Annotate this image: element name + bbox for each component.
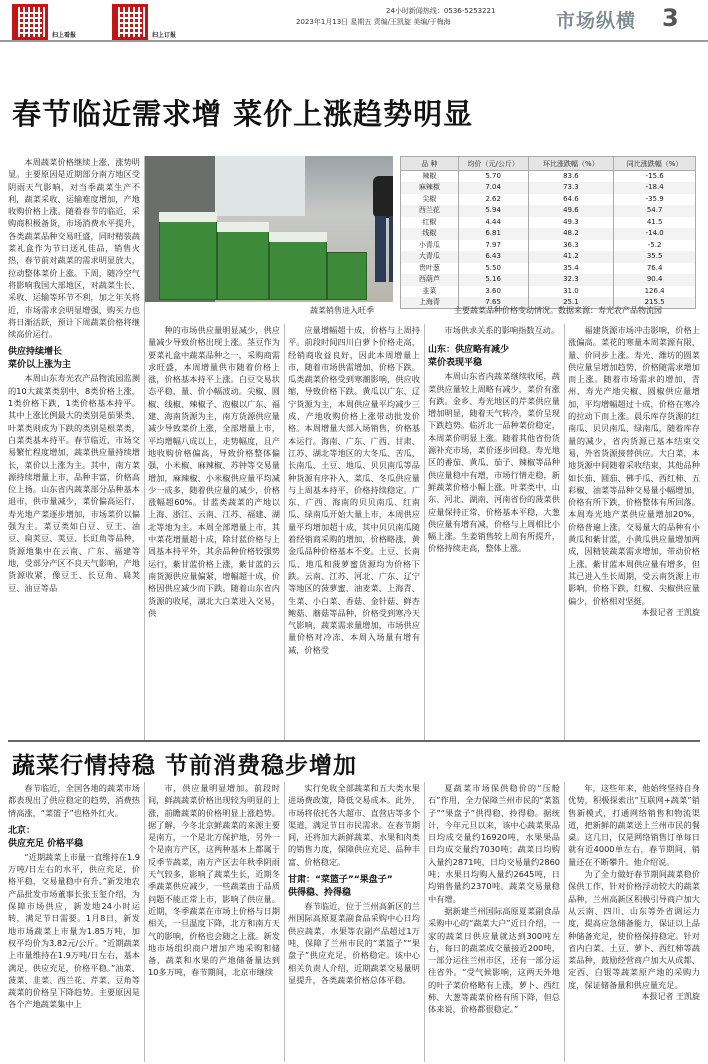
article1-subheading-shandong-2: 菜价表现平稳: [428, 358, 483, 369]
cell-mom: 35.4: [528, 263, 614, 275]
column-rule: [144, 782, 145, 1062]
cell-price: 7.97: [458, 240, 528, 252]
table-row: [401, 263, 696, 275]
cell-yoy: -18.4: [614, 182, 696, 194]
article2-body-1: “近期蔬菜上市量一直维持在1.9万吨/日左右的水平，供应充足，价格平稳，交易量稳中有升。”新发地农产品批发市场董事长张玉玺介绍，为保障市场供应，新发地24小时运转，满足节日需要。1月8日，新发地市场蔬菜上市量为1.85万吨，加权平均价为3.82元/公斤。“近期蔬菜上市量维持在1.9万吨/日左右，基本满足，供应充足，价格平稳。”油菜、菠菜、韭菜、西兰花、芹菜、豆角等蔬菜的价格呈下降趋势。主要原因是各个产地蔬菜集中上: [8, 851, 140, 1010]
column-rule: [144, 156, 145, 740]
article1-body-4: 本周山东省内蔬菜继续收尾，蔬菜供应量较上周略有减少，菜价有涨有跌。金乡、寿光地区的芹菜供应量增加明显，随着天气转冷，菜价呈现下跌趋势。临沂北一品种菜价稳定，本周菜价明显上涨。随着其他省份货源补充市场，菜价逐步回稳。寿光地区的番茄、黄瓜、茄子、辣椒等品种供应量稳中有增，市场行情走稳，新鲜蔬菜价格小幅上涨。叶菜类中，山东、河北、湖南、河南省份的菠菜供应量保持正常，价格基本平稳，大葱供应量有增有减，价格与上周相比小幅上涨。生姜销售较上周有所提升，价格持续走高，整体上涨。: [428, 371, 560, 554]
cell-price: 6.81: [458, 228, 528, 240]
hotline: 24小时新闻热线：0536-5253221: [386, 7, 496, 15]
article2-subheading-gansu-2: 供得稳、拎得稳: [288, 888, 352, 899]
column-rule: [564, 782, 565, 1062]
article1-column-3: [288, 324, 420, 739]
cell-price: 3.60: [458, 286, 528, 298]
article1-subheading-shandong: 山东：供应略有减少: [428, 345, 510, 356]
price-table-header: [401, 157, 696, 171]
column-rule: [564, 324, 565, 740]
cell-variety: 贵叶葱: [401, 263, 459, 275]
article2-column-4: [428, 782, 560, 1060]
header-yoy-change: 同比涨跌幅（%）: [614, 157, 696, 171]
article1-body-2: 种的市场供应量明显减少，供应量减少导致价格出现上涨。茎豆作为要菜礼盒中蔬菜品种之一，采购商需求旺盛，本周增量供市随着价格上涨，价格基本持平上涨。白豆交易状态平稳，量、价小幅波动。尖椒、圆椒、线椒、辣椒子、泡椒以广东、福建、海南货源为主，南方货源供应量减少导致菜价上涨，全部增量上市，平均增幅八成以上，走势幅度，且产地收购价格偏高，导致价格整体偏强，小米椒、麻辣椒、苏钟等交易量增加，麻辣椒、小米椒供应量平均减少一成多，随着供应量的减少，价格涨幅超60%。甘蓝类蔬菜的产地以上海、浙江、云南、江苏、福建、湖北等地为主。本周全部增量上市，其中菜花增量超十成，除甘蓝价格与上周基本持平外，其余品种价格较强势运行，紫甘蓝价格上涨，紫甘蓝的云南货源供应量偏紧，增幅超十成，价格因供应减少而下跌。随着山东省内货源的收尾，湖北大白菜进入交易，供: [148, 325, 280, 618]
cell-price: 6.43: [458, 251, 528, 263]
cell-variety: 小青瓜: [401, 240, 459, 252]
table-row: [401, 286, 696, 298]
cell-variety: 大青瓜: [401, 251, 459, 263]
cell-price: 5.94: [458, 205, 528, 217]
header-avg-price: 均价（元/公斤）: [458, 157, 528, 171]
cell-price: 7.04: [458, 182, 528, 194]
cell-variety: 西兰花: [401, 205, 459, 217]
cell-yoy: 126.4: [614, 286, 696, 298]
cell-mom: 41.2: [528, 251, 614, 263]
cell-yoy: 54.7: [614, 205, 696, 217]
qr-right-label: 扫上订报: [152, 32, 177, 39]
cell-mom: 64.6: [528, 194, 614, 206]
article2-column-3: [288, 782, 420, 1060]
table-row: [401, 251, 696, 263]
cell-yoy: 90.4: [614, 274, 696, 286]
cell-yoy: 76.4: [614, 263, 696, 275]
table-row: [401, 194, 696, 206]
cell-variety: 尖椒: [401, 194, 459, 206]
worker-figure: [367, 176, 393, 286]
cell-price: 5.50: [458, 263, 528, 275]
header-variety: 品 种: [401, 157, 459, 171]
photo-caption: 蔬菜销售进入旺季: [310, 306, 374, 315]
qr-code-right: [112, 4, 148, 40]
vegetable-boxes-photo: [145, 156, 393, 302]
cell-yoy: -15.6: [614, 171, 696, 183]
article2-body-4b: 据新建兰州国际高原夏菜副食品采购中心的“蔬菜大户”近日介绍，一家的蔬菜日供应量就达到300吨左右，每日的蔬菜成交量接近200吨，一部分运往兰州市区，还有一部分运往省外。“受气候影响，这两天外地的叶子菜价格略有上涨，萝卜、西红柿、大葱等蔬菜价格有所下降，但总体来说，价格都很稳定。”: [428, 905, 560, 1015]
article2-column-5: [568, 782, 700, 1060]
qr-code-left: [12, 4, 48, 40]
cell-price: 2.62: [458, 194, 528, 206]
cell-price: 5.70: [458, 171, 528, 183]
cell-price: 4.44: [458, 217, 528, 229]
masthead-rule: [0, 40, 708, 42]
cell-yoy: -35.9: [614, 194, 696, 206]
column-rule: [284, 782, 285, 1062]
cell-yoy: -14.0: [614, 228, 696, 240]
article2-body-3: 实行免收全部蔬菜和五大类水果进场费政策，降低交易成本。此外，市场将依托各大超市、直营店等多个渠道，满足节日市民需求。在春节期间，还将加大新鲜蔬菜、水果和肉类的销售力度，保障供应充足、品种丰富、价格稳定。: [288, 783, 420, 867]
cell-variety: 红椒: [401, 217, 459, 229]
article1-column-5: [568, 324, 700, 739]
article1-column-1: [8, 156, 140, 741]
cell-price: 7.65: [458, 297, 528, 309]
date-line: 2023年1月13日 星期五 责编/王凯旋 美编/于梅海: [296, 18, 451, 26]
article2-intro: 春节临近，全国各地的蔬菜市场都表现出了供应稳定的趋势，消费热情高涨，“菜篮子”也格外红火。: [8, 783, 140, 818]
cell-mom: 25.1: [528, 297, 614, 309]
cell-variety: 线椒: [401, 228, 459, 240]
article2-body-3b: 春节临近，位于兰州高新区的兰州国际高原夏菜副食品采购中心日均供应蔬菜，水果等农副产品超过1万吨，保障了兰州市民的“菜篮子”“果盘子”供应充足，价格稳定。该中心相关负责人介绍，近期蔬菜交易量明显提升，各类蔬菜价格总体平稳。: [288, 901, 420, 985]
column-rule: [284, 324, 285, 740]
article1-subheading-2: 菜价以上涨为主: [8, 360, 72, 371]
cell-mom: 36.3: [528, 240, 614, 252]
table-row: [401, 228, 696, 240]
article1-subheading: 供应持续增长: [8, 347, 63, 358]
cell-mom: 48.2: [528, 228, 614, 240]
section-name: 市场纵横: [556, 10, 637, 32]
article2-body-4: 夏蔬菜市场保供稳价的“压舱石”作用，全力保障兰州市民的“菜篮子”“果盘子”供得稳、拎得稳。据统计，今年元旦以来，该中心蔬菜果品日均成交量约16920吨，水果果品日均成交量约7030吨；蔬菜日均购入量约2871吨，日均交易量约2860吨；水果日均购入量约2645吨，日均销售量约2370吨。蔬菜交易量稳中有增。: [428, 783, 560, 904]
table-row: [401, 217, 696, 229]
article2-subheading-beijing-2: 供应充足 价格平稳: [8, 838, 84, 849]
article2-byline: 本报记者 王凯旋: [641, 992, 700, 1002]
table-row: [401, 240, 696, 252]
cell-mom: 49.3: [528, 217, 614, 229]
article2-body-2: 市，供应量明显增加。前段时间，鲜蔬蔬菜价格出现较为明显的上涨，前瞻蔬菜的价格明显上涨趋势。据了解，今冬北京鲜蔬菜的来源主要是南方，一个是北方保护地，另外一个是南方产区，这两种基本上都属于反季节蔬菜，南方产区去年秋季阴雨天气较多，影响了蔬菜生长，近期冬季蔬菜供应减少，一些蔬菜由于品质问题不能正常上市，影响了供应量。近期，冬季蔬菜在市场上价格与日期相关，一旦温度下降，北方和南方天气的影响，价格也会随之上涨。新发地市场组织商户增加产地采购和储备，蔬菜和水果的产地储备量达到10多万吨，春节期间，北京市继续: [148, 783, 280, 978]
article2-subheading-gansu: 甘肃：“菜篮子”“果盘子”: [288, 875, 393, 886]
article1-body-3: 应量增幅超十成，价格与上周持平。前段时间四川白萝卜价格走高，经销商收益良好，因此本周增量上市，随着市场供需增加，价格下跌。瓜类蔬菜价格受到寒潮影响，供应收缩，导致价格下跌。黄瓜以广东、辽宁货源为主，本周供应量平均减少三成，产地收购价格上涨带动批发价格。本周增量大部入场销售，价格基本运行。海南、广东、广西、甘肃、江苏、湖北等地区的大冬瓜、苦瓜、长南瓜、土豆、地瓜、贝贝南瓜等品种货源有序补入，菜瓜、冬瓜供应量与上周基本持平，价格持续稳定。广东、广西、海南的贝贝南瓜、红南瓜、绿南瓜开始大量上市，本周供应量平均增加超十成，其中贝贝南瓜随着经销商采购的增加，价格略涨，黄金瓜品种价格基本不变。土豆、长南瓜、地瓜和菠萝蜜货源均为价格下跌。云南、江苏、河北、广东、辽宁等地区的菠萝蜜、油麦菜、上海青、生菜、小白菜、香菇、金针菇、鲜杏鲍菇、蘑菇等品种，价格受到寒冷天气影响，蔬菜需求量增加，市场供应量价格对冷冻、本周入场量有增有减，价格受: [288, 325, 420, 655]
article1-column-4: [428, 324, 560, 739]
page-number: 3: [662, 4, 679, 32]
article-divider: [8, 740, 700, 742]
cell-mom: 73.3: [528, 182, 614, 194]
cell-variety: 西葫芦: [401, 274, 459, 286]
cell-mom: 49.6: [528, 205, 614, 217]
header-mom-change: 环比涨跌幅（%）: [528, 157, 614, 171]
column-rule: [424, 324, 425, 740]
cell-variety: 上海青: [401, 297, 459, 309]
article1-body-5: 福建货源市场冲击影响，价格上涨偏高。菜花的寒量本周菜源有限，量、价同步上涨。寿光、潍坊的圆菜供应量呈增加趋势，价格随需求增加而上涨。随着市场需求的增加，青州、寿光产地尖椒、圆椒供应量增加，平均增幅超过十成，价格在寒冷的拉动下而上涨。晨乐库存货源的红南瓜、贝贝南瓜、绿南瓜，随着库存量的减少，省内货源已基本结束交易，外省货源接替供应。大白菜，本地货源中间随着采收结束，其他品种如长茄、圆茄、佛手瓜、西红柿、五彩椒、油菜等品种交易量小幅增加，价格有所下跌，价格整体有所回落。本周寿光地产菜供应量增加20%，价格普遍上涨。交易量大的品种有小黄瓜和紫甘蓝，小黄瓜供应量增加两成，因精装蔬菜需求增加，带动价格上涨。紫甘蓝本周供应量有增多，但其已进入生长周期，受云南货源上市影响，价格下跌，红椒、尖椒供应量偏少，价格相对坚挺。: [568, 325, 700, 606]
headline-1: 春节临近需求增 菜价上涨趋势明显: [12, 97, 474, 131]
article2-body-5b: 为了全力做好春节期间蔬菜稳价保供工作，针对价格浮动较大的蔬菜品种，兰州高新区积极引导商户加大从云南、四川、山东等外省调运力度，提高应急储备能力，保证以上品种储备充足，使价格保持稳定。针对省内白菜、土豆、萝卜、西红柿等蔬菜品种，鼓励经营商户加大从成都、定西、白银等蔬菜原产地的采购力度，保证储备量和供应量充足。: [568, 869, 700, 990]
article1-column-2: [148, 324, 280, 739]
cell-variety: 麻辣椒: [401, 182, 459, 194]
table-caption: 主要蔬菜品种价格变动情况。数据来源：寿光农产品物流园: [454, 306, 662, 315]
article2-column-1: [8, 782, 140, 1060]
table-row: [401, 205, 696, 217]
table-row: [401, 274, 696, 286]
cell-yoy: 35.5: [614, 251, 696, 263]
article2-column-2: [148, 782, 280, 1060]
headline-2: 蔬菜行情持稳 节前消费稳步增加: [12, 753, 358, 779]
article1-intro: 本周蔬菜价格继续上涨，涨势明显。主要原因是近期部分南方地区受阴雨天气影响，对当季蔬菜生产不利，蔬菜采收、运输难度增加，产地收购价格上涨。随着春节的临近，采购商积极备货，市场消费水平提升，各类蔬菜品种交易旺盛，同时精装蔬菜礼盒作为节日送礼佳品，销售火热，春节前对蔬菜的需求明显放大，拉动整体菜价上涨。下周，随冷空气将影响我国大部地区，对蔬菜生长、采收、运输等环节不利，加之年关将近，市场需求会明显增强，购买力也将日渐活跃，预计下周蔬菜价格将继续高价运行。: [8, 157, 140, 340]
article2-body-5: 年，这些年来，他始终坚持自身优势，积极探索出“互联网+蔬菜”销售新模式，打通网络销售和物流渠道，把新鲜的蔬菜送上兰州市民的餐桌。这几日，仅是网络销售订单每日就有近4000单左右，春节期间，销量还在不断攀升。他介绍说。: [568, 783, 700, 867]
price-table: [400, 156, 696, 309]
table-row: [401, 182, 696, 194]
qr-left-label: 扫上看报: [52, 32, 77, 39]
cell-mom: 83.6: [528, 171, 614, 183]
article2-subheading-beijing: 北京：: [8, 825, 36, 836]
cell-mom: 32.3: [528, 274, 614, 286]
table-row: [401, 171, 696, 183]
cell-yoy: 41.5: [614, 217, 696, 229]
cell-variety: 韭菜: [401, 286, 459, 298]
article1-byline: 本报记者 王凯旋: [641, 607, 700, 617]
cell-yoy: 215.5: [614, 297, 696, 309]
cell-price: 5.16: [458, 274, 528, 286]
cell-yoy: -5.2: [614, 240, 696, 252]
article1-body-4-top: 市场供求关系的影响指数互动。: [444, 325, 560, 335]
article1-body-1: 本周山东寿光农产品物流园监测的10大蔬菜类别中，8类价格上涨，1类价格下跌，1类价格基本持平。其中上涨比例最大的类别是茄果类，叶菜类则成为下跌的类别是根菜类，白菜类基本持平。春节临近，市场交易繁忙程度增加，蔬菜供应量持续增长，菜价以上涨为主。其中，南方菜源持续增量上市，品种丰富，价格高位上扬。山东省内蔬菜部分品种基本退市，供市量减少，菜价偏高运行，寿光地产菜逐步增加，市场菜价以偏强为主。菜豆类如白豆、豆王、油豆、扁荚豆、荚豆、长豇角等品种，货源地集中在云南、广东、福建等地，受部分产区不良天气影响，产地货源收紧，像豆王、长豆角、扁荚豆、油豆等品: [8, 373, 140, 593]
cell-mom: 31.0: [528, 286, 614, 298]
column-rule: [424, 782, 425, 1062]
masthead-info: [296, 6, 495, 28]
cell-variety: 辣椒: [401, 171, 459, 183]
